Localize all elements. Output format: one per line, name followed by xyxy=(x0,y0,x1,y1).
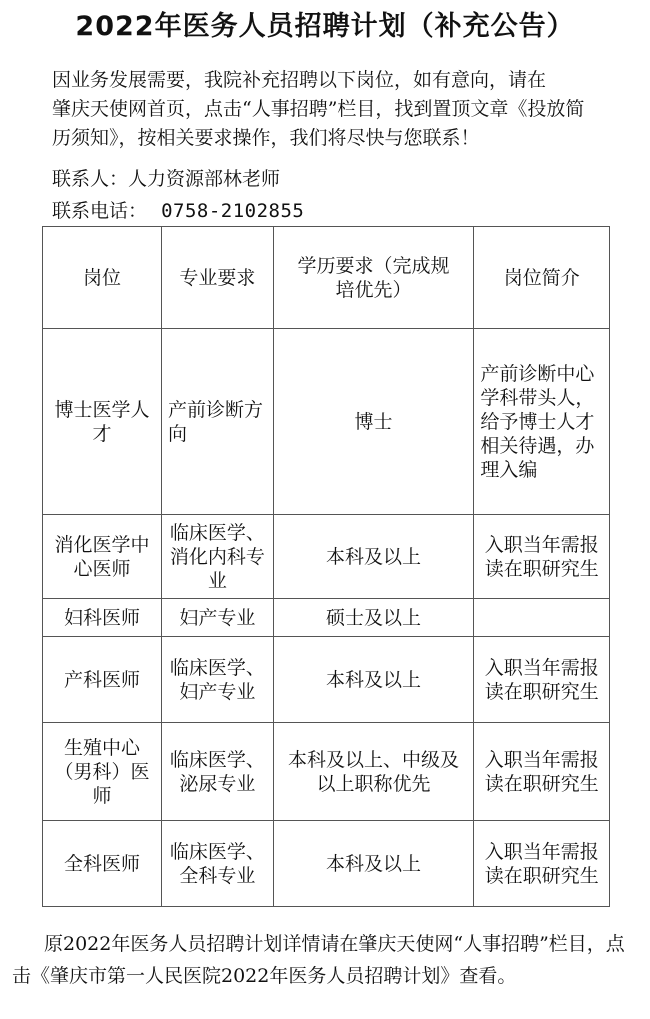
intro-line-2: 肇庆天使网首页，点击“人事招聘”栏目，找到置顶文章《投放简 xyxy=(52,98,585,120)
intro-continuation xyxy=(52,95,642,153)
contact-phone-label: 联系电话： xyxy=(52,200,148,222)
contact-person-label: 联系人： xyxy=(52,168,129,190)
cell-education: 本科及以上 xyxy=(273,637,474,723)
cell-intro: 产前诊断中心学科带头人，给予博士人才相关待遇，办理入编 xyxy=(474,329,610,515)
cell-intro: 入职当年需报读在职研究生 xyxy=(474,637,610,723)
cell-major: 临床医学、全科专业 xyxy=(162,821,274,907)
cell-education: 本科及以上 xyxy=(273,515,474,599)
table-row xyxy=(43,821,610,907)
cell-position: 消化医学中心医师 xyxy=(43,515,162,599)
cell-major: 妇产专业 xyxy=(162,599,274,637)
cell-major: 临床医学、消化内科专业 xyxy=(162,515,274,599)
table-row xyxy=(43,723,610,821)
cell-major: 临床医学、妇产专业 xyxy=(162,637,274,723)
cell-position: 全科医师 xyxy=(43,821,162,907)
recruitment-table xyxy=(42,226,610,907)
header-education xyxy=(273,227,474,329)
cell-major: 产前诊断方向 xyxy=(162,329,274,515)
cell-intro xyxy=(474,599,610,637)
table-header-row xyxy=(43,227,610,329)
header-major: 专业要求 xyxy=(162,227,274,329)
intro-line-3: 历须知》，按相关要求操作，我们将尽快与您联系！ xyxy=(52,127,480,149)
header-education-text: 学历要求（完成规培优先） xyxy=(297,254,450,301)
cell-education: 本科及以上、中级及以上职称优先 xyxy=(273,723,474,821)
cell-education: 本科及以上 xyxy=(273,821,474,907)
contact-person xyxy=(52,165,280,193)
table-row xyxy=(43,329,610,515)
cell-major: 临床医学、泌尿专业 xyxy=(162,723,274,821)
cell-position: 妇科医师 xyxy=(43,599,162,637)
contact-phone-value: 0758-2102855 xyxy=(161,200,305,222)
footer-text: 原2022年医务人员招聘计划详情请在肇庆天使网“人事招聘”栏目，点击《肇庆市第一人民医院2022年医务人员招聘计划》查看。 xyxy=(12,933,625,987)
cell-position: 博士医学人才 xyxy=(43,329,162,515)
cell-intro: 入职当年需报读在职研究生 xyxy=(474,821,610,907)
contact-phone xyxy=(52,197,304,225)
header-intro: 岗位简介 xyxy=(474,227,610,329)
table-row xyxy=(43,637,610,723)
intro-paragraph xyxy=(52,66,642,95)
footer-note xyxy=(12,928,642,992)
cell-position: 生殖中心（男科）医师 xyxy=(43,723,162,821)
table-row xyxy=(43,515,610,599)
contact-person-value: 人力资源部林老师 xyxy=(128,168,281,190)
cell-intro: 入职当年需报读在职研究生 xyxy=(474,723,610,821)
cell-education: 硕士及以上 xyxy=(273,599,474,637)
cell-education: 博士 xyxy=(273,329,474,515)
header-position: 岗位 xyxy=(43,227,162,329)
table-row xyxy=(43,599,610,637)
page-title: 2022年医务人员招聘计划（补充公告） xyxy=(75,11,575,42)
cell-intro: 入职当年需报读在职研究生 xyxy=(474,515,610,599)
cell-position: 产科医师 xyxy=(43,637,162,723)
intro-line-1: 因业务发展需要，我院补充招聘以下岗位，如有意向，请在 xyxy=(52,69,547,91)
